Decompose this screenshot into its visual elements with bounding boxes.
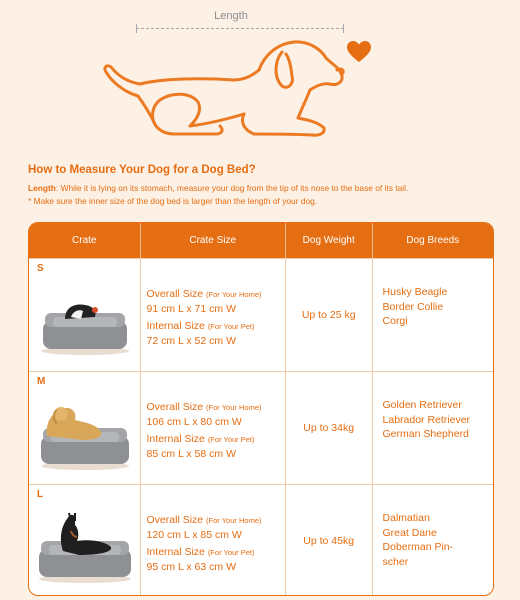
dog-breeds-list [383,398,491,442]
header-dog-breeds: Dog Breeds [406,235,460,246]
crate-size-cell [141,485,286,596]
size-letter: L [37,489,44,500]
crate-cell [29,485,141,596]
internal-size-block [147,545,255,574]
dog-weight-value: Up to 45kg [303,535,355,547]
breed-item: Golden Retriever [382,399,462,411]
overall-size-sub: (For Your Home) [206,403,262,412]
size-letter: S [37,263,44,274]
internal-size-block [147,319,255,348]
dog-breeds-cell [373,372,493,484]
size-letter: M [37,376,46,387]
breed-item: Doberman Pin- [382,541,454,553]
crate-cell [29,372,141,484]
internal-size-block [147,432,255,461]
overall-size-sub: (For Your Home) [206,290,262,299]
dog-weight-cell [286,485,373,596]
breed-item: Husky Beagle [382,286,448,298]
dog-weight-cell [286,372,373,484]
internal-size-label: Internal Size [146,320,205,332]
dog-bed-large-image [35,509,135,585]
measure-instructions [28,182,498,207]
internal-size-value: 72 cm L x 52 cm W [146,335,236,347]
overall-size-label: Overall Size [146,401,204,413]
overall-size-sub: (For Your Home) [206,516,262,525]
length-measure-line [136,28,344,29]
dog-weight-value: Up to 25 kg [301,309,356,321]
dog-breeds-cell [373,259,493,371]
breed-item: German Shepherd [382,428,469,440]
header-crate: Crate [29,223,141,258]
internal-size-label: Internal Size [146,433,205,445]
overall-size-label: Overall Size [146,514,204,526]
table-row-medium [29,371,493,484]
internal-size-sub: (For Your Pet) [207,322,255,331]
overall-size-value: 120 cm L x 85 cm W [146,529,242,541]
breed-item: Corgi [382,315,408,327]
dog-bed-medium-image [35,396,135,472]
header-dog-weight: Dog Weight [286,223,373,258]
breed-item: Dalmatian [382,512,430,524]
breed-item: Great Dane [382,526,437,539]
dog-weight-value: Up to 34kg [303,422,355,434]
crate-cell [29,259,141,371]
dog-breeds-list [383,511,491,569]
breed-item: scher [382,555,409,568]
crate-size-cell [141,372,286,484]
table-row-small [29,258,493,371]
table-row-large [29,484,493,596]
heart-icon [346,40,372,64]
dog-length-illustration [0,0,520,160]
overall-size-block [147,513,262,542]
length-instruction [28,182,498,195]
internal-size-sub: (For Your Pet) [207,548,255,557]
internal-size-value: 85 cm L x 58 cm W [146,448,236,460]
breed-item: Border Collie [382,300,444,313]
size-chart-table [28,222,494,596]
inner-size-note: * Make sure the inner size of the dog bed is larger than the length of your dog. [28,195,318,206]
internal-size-value: 95 cm L x 63 cm W [146,561,236,573]
dog-outline-icon [94,34,354,146]
overall-size-block [147,400,262,429]
dog-bed-small-image [35,283,135,359]
crate-size-cell [141,259,286,371]
dog-weight-cell [286,259,373,371]
internal-size-label: Internal Size [146,546,205,558]
internal-size-sub: (For Your Pet) [207,435,255,444]
length-label: Length [214,10,248,22]
overall-size-value: 91 cm L x 71 cm W [146,303,236,315]
dog-breeds-cell [373,485,493,596]
length-term: Length [28,183,56,193]
overall-size-value: 106 cm L x 80 cm W [146,416,242,428]
table-header-row [29,223,493,258]
dog-breeds-list [383,285,491,329]
length-text: : While it is lying on its stomach, measure your dog from the tip of its nose to the base of its tail. [55,183,409,193]
breed-item: Labrador Retriever [382,413,471,426]
overall-size-block [147,287,262,316]
overall-size-label: Overall Size [146,288,204,300]
header-crate-size: Crate Size [141,223,286,258]
measure-heading: How to Measure Your Dog for a Dog Bed? [28,164,256,176]
